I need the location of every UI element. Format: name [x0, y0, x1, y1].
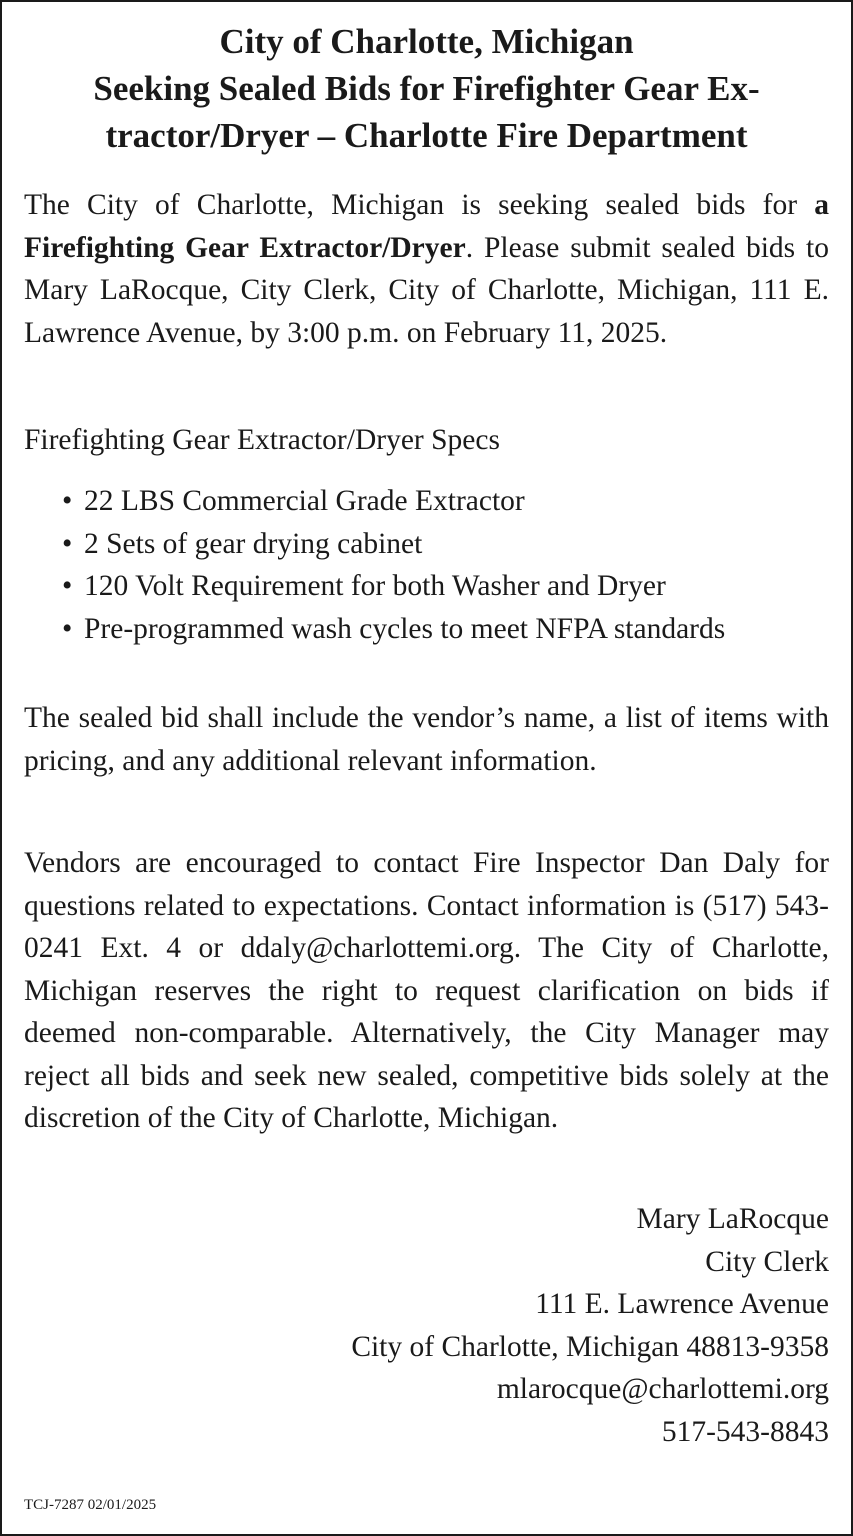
notice-reference-code: TCJ-7287 02/01/2025	[24, 1497, 157, 1513]
signature-address: 111 E. Lawrence Avenue	[535, 1288, 829, 1320]
list-item	[62, 523, 829, 566]
heading-line-1: City of Charlotte, Michigan	[219, 22, 634, 61]
bullet-icon: •	[62, 612, 73, 645]
heading-line-2: Seeking Sealed Bids for Firefighter Gear Ex-	[93, 69, 760, 108]
signature-name: Mary LaRocque	[636, 1203, 829, 1235]
list-item-text: 120 Volt Requirement for both Washer and Dryer	[84, 570, 666, 602]
signature-phone: 517-543-8843	[661, 1415, 829, 1448]
intro-text-start: The City of Charlotte, Michigan is seeking sealed bids for	[24, 189, 815, 221]
signature-title: City Clerk	[705, 1245, 829, 1278]
signature-city: City of Charlotte, Michigan 48813-9358	[351, 1330, 829, 1363]
intro-paragraph	[24, 184, 829, 354]
list-item-text: 2 Sets of gear drying cabinet	[84, 527, 423, 560]
bid-contents-paragraph: The sealed bid shall include the vendor’s name, a list of items with pricing, and any additional relevant information.	[24, 702, 829, 777]
bullet-icon: •	[62, 485, 73, 517]
bullet-icon: •	[62, 527, 73, 560]
signature-block	[351, 1198, 829, 1453]
bullet-icon: •	[62, 570, 73, 602]
list-item-text: Pre-programmed wash cycles to meet NFPA standards	[84, 612, 726, 645]
specs-title: Firefighting Gear Extractor/Dryer Specs	[24, 424, 500, 456]
list-item	[62, 608, 829, 651]
intro-bold-item: a Firefighting Gear Extractor/Dryer	[24, 189, 829, 264]
heading-line-3: tractor/Dryer – Charlotte Fire Department	[105, 116, 748, 155]
vendor-contact-paragraph: Vendors are encouraged to contact Fire Inspector Dan Daly for questions related to expectations. Contact information is (517) 543-0241 Ext. 4 or ddaly@charlottemi.org. The City of Charlotte, Michigan reserves the right to request clarification on bids if deemed non-comparable. Alternatively, the City Manager may reject all bids and seek new sealed, competitive bids solely at the discretion of the City of Charlotte, Michigan.	[24, 847, 829, 1134]
list-item	[62, 565, 829, 608]
specs-list	[62, 480, 829, 650]
intro-text-end: . Please submit sealed bids to Mary LaRocque, City Clerk, City of Charlotte, Michigan, 111 E. Lawrence Avenue, by 3:00 p.m. on February 11, 2025.	[24, 231, 829, 349]
list-item	[62, 480, 829, 523]
signature-email: mlarocque@charlottemi.org	[496, 1373, 829, 1405]
list-item-text: 22 LBS Commercial Grade Extractor	[84, 485, 525, 517]
notice-heading	[22, 18, 831, 159]
